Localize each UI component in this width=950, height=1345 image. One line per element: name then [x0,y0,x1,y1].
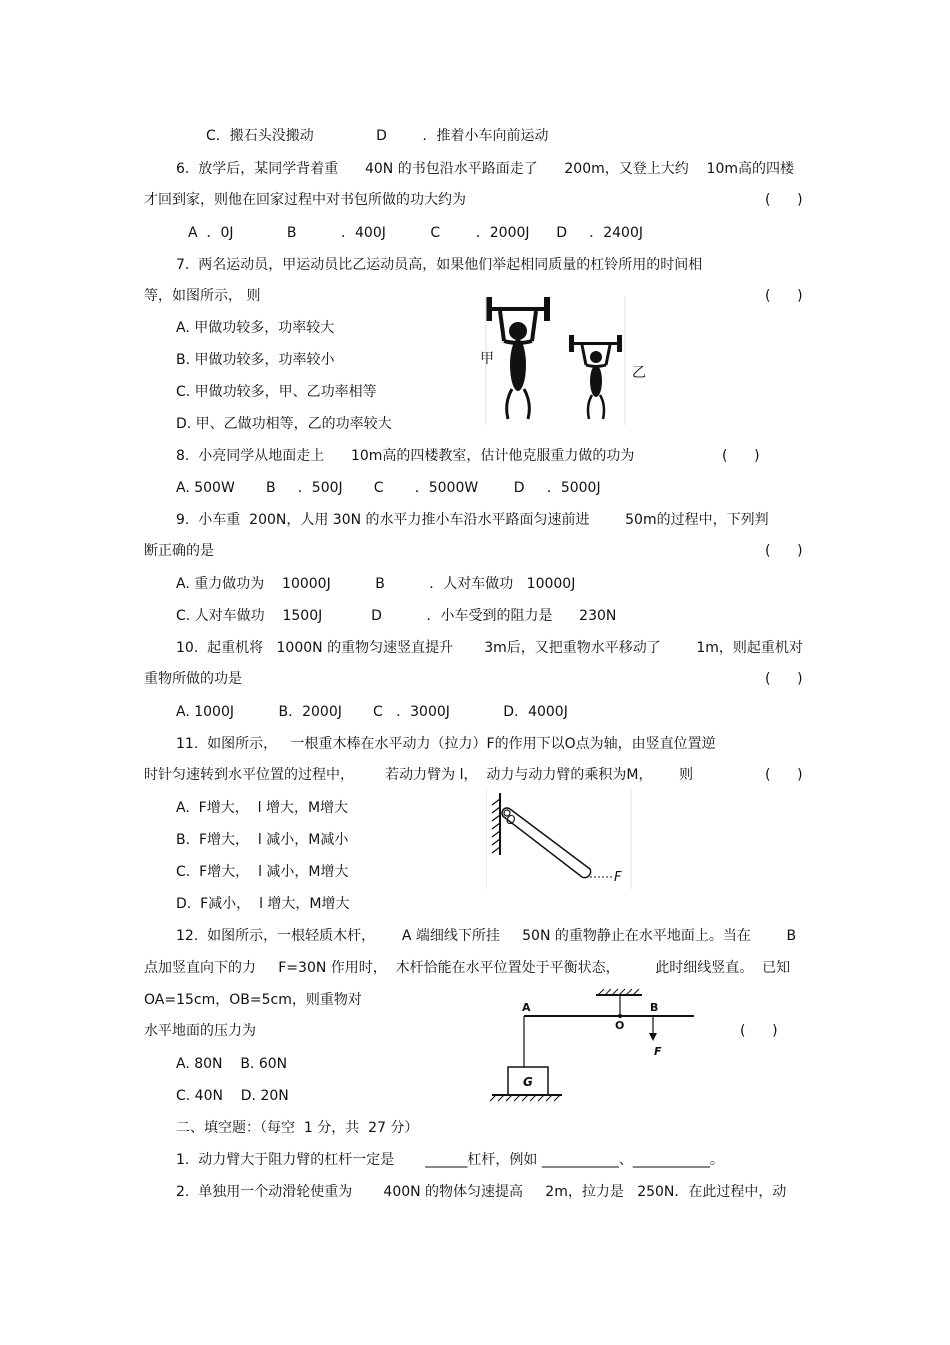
q11-option-d: D. F减小， l 增大，M增大 [176,896,350,912]
q12-stem-line4: 水平地面的压力为 [144,1023,256,1039]
yi-lifter [569,335,622,419]
fill-q2-line1: 2. 单独用一个动滑轮使重为 400N 的物体匀速提高 2m，拉力是 250N．在此过程中，动 [176,1184,787,1200]
q12-lever-figure [490,987,700,1109]
q12-stem-line1: 12. 如图所示，一根轻质木杆， A 端细线下所挂 50N 的重物静止在水平地面上。当在 B [176,928,797,944]
wall-hatching [492,799,500,853]
label-jia: 甲 [480,351,494,367]
q9-answer-paren: ( ) [765,543,803,559]
q7-stem-line1: 7. 两名运动员，甲运动员比乙运动员高，如果他们举起相同质量的杠铃所用的时间相 [176,257,703,273]
q12-stem-line3: OA=15cm，OB=5cm，则重物对 [144,992,362,1008]
q10-answer-paren: ( ) [765,671,803,687]
q6-stem-line1: 6. 放学后，某同学背着重 40N 的书包沿水平路面走了 200m，又登上大约 10m高的四楼 [176,161,795,177]
q11-rod-figure [486,789,632,889]
q11-option-c: C. F增大， l 减小，M增大 [176,864,349,880]
q9-stem-line2: 断正确的是 [144,543,214,559]
label-a: A [522,1001,531,1014]
label-f: F [614,870,622,885]
q7-option-d: D. 甲、乙做功相等，乙的功率较大 [176,416,392,432]
q11-option-a: A. F增大， l 增大，M增大 [176,800,349,816]
label-o: O [506,813,516,827]
q12-stem-line2: 点加竖直向下的力 F=30N 作用时， 木杆恰能在水平位置处于平衡状态， 此时细线竖直。 已知 [144,960,791,976]
q12-answer-paren: ( ) [740,1023,778,1039]
q6-answer-paren: ( ) [765,192,803,208]
label-o: O [615,1019,625,1032]
q11-option-b: B. F增大， l 减小，M减小 [176,832,349,848]
fill-q1: 1. 动力臂大于阻力臂的杠杆一定是 ______杠杆，例如 ___________、___________。 [176,1152,724,1168]
q7-option-a: A. 甲做功较多，功率较大 [176,320,335,336]
q7-weightlifters-figure [478,295,648,427]
q8-stem: 8. 小亮同学从地面走上 10m高的四楼教室，估计他克服重力做的功为 [176,448,635,464]
q11-stem-line1: 11. 如图所示， 一根重木棒在水平动力（拉力）F的作用下以O点为轴，由竖直位置逆 [176,736,716,752]
jia-lifter [486,297,550,419]
pivot-o [618,1014,622,1018]
label-g: G [523,1075,533,1089]
q6-stem-line2: 才回到家，则他在回家过程中对书包所做的功大约为 [144,192,466,208]
label-yi: 乙 [632,365,646,381]
q12-options-ab: A. 80N B. 60N [176,1056,288,1072]
q12-options-cd: C. 40N D. 20N [176,1088,289,1104]
q6-options: A ．0J B ．400J C ．2000J D ．2400J [188,225,643,241]
q7-stem-line2: 等，如图所示， 则 [144,288,261,304]
q9-stem-line1: 9. 小车重 200N，人用 30N 的水平力推小车沿水平路面匀速前进 50m的过程中，下列判 [176,512,769,528]
label-f: F [654,1045,662,1058]
q7-option-b: B. 甲做功较多，功率较小 [176,352,335,368]
q11-stem-line2: 时针匀速转到水平位置的过程中， 若动力臂为 l， 动力与动力臂的乘积为M， 则 [144,767,694,783]
q9-options-cd: C. 人对车做功 1500J D ．小车受到的阻力是 230N [176,608,617,624]
q10-options: A. 1000J B．2000J C ．3000J D．4000J [176,704,568,720]
label-b: B [650,1001,659,1014]
q10-stem-line1: 10. 起重机将 1000N 的重物匀速竖直提升 3m后，又把重物水平移动了 1m，则起重机对 [176,640,803,656]
q7-option-c: C. 甲做功较多，甲、乙功率相等 [176,384,377,400]
q11-answer-paren: ( ) [765,767,803,783]
q10-stem-line2: 重物所做的功是 [144,671,242,687]
q8-options: A. 500W B ．500J C ．5000W D ．5000J [176,480,601,496]
q7-answer-paren: ( ) [765,288,803,304]
q9-options-ab: A. 重力做功为 10000J B ．人对车做功 10000J [176,576,576,592]
section-2-heading: 二、填空题：（每空 1 分，共 27 分） [176,1120,419,1136]
q5-options-cd: C．搬石头没搬动 D ．推着小车向前运动 [206,128,549,144]
q8-answer-paren: ( ) [722,448,760,464]
